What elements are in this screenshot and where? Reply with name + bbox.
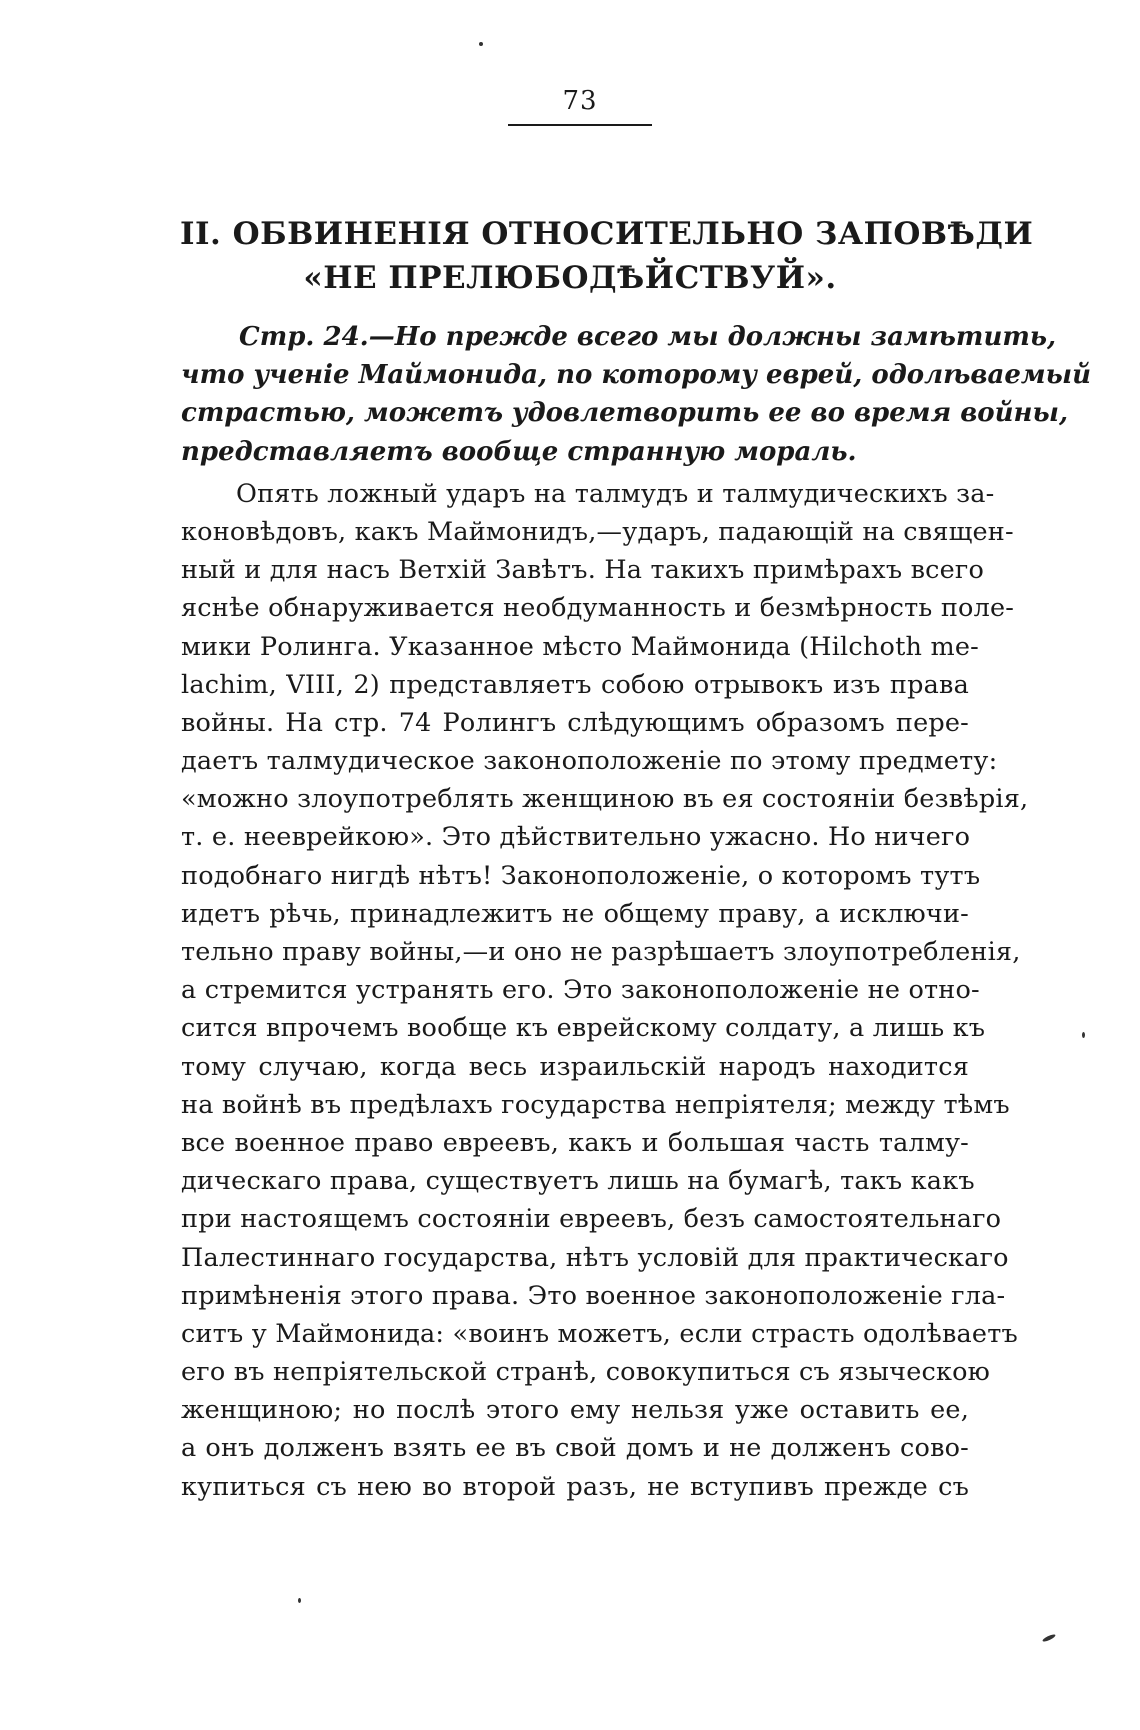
section-heading-line-1: II. ОБВИНЕНІЯ ОТНОСИТЕЛЬНО ЗАПОВѢДИ <box>180 216 1034 252</box>
quote-line: Стр. 24.—Но прежде всего мы должны замѣтить, <box>239 322 1057 352</box>
paragraph-line: lachim, VIII, 2) представляетъ собою отрывокъ изъ права <box>181 669 969 700</box>
paragraph-line: тельно праву войны,—и оно не разрѣшаетъ злоупотребленія, <box>181 937 1021 967</box>
quote-line: что ученіе Маймонида, по которому еврей, одолѣваемый <box>181 360 1091 391</box>
paragraph-line: т. е. нееврейкою». Это дѣйствительно ужасно. Но ничего <box>181 822 971 853</box>
body-paragraph <box>181 475 1029 1506</box>
paragraph-line: Опять ложный ударъ на талмудъ и талмудическихъ за- <box>236 478 995 509</box>
paragraph-line: тому случаю, когда весь израильскій народъ находится <box>181 1051 969 1082</box>
paragraph-line: сится впрочемъ вообще къ еврейскому солдату, а лишь къ <box>181 1013 986 1044</box>
paragraph-line: женщиною; но послѣ этого ему нельзя уже оставить ее, <box>181 1395 969 1426</box>
paragraph-line: мики Ролинга. Указанное мѣсто Маймонида (Hilchoth me- <box>181 631 979 662</box>
paper-speck <box>1082 1032 1085 1038</box>
paragraph-line: войны. На стр. 74 Ролингъ слѣдующимъ образомъ пере- <box>181 707 969 738</box>
paragraph-line: подобнаго нигдѣ нѣтъ! Законоположеніе, о которомъ тутъ <box>181 860 981 891</box>
paragraph-line: на войнѣ въ предѣлахъ государства непріятеля; между тѣмъ <box>181 1089 1010 1120</box>
paragraph-line: все военное право евреевъ, какъ и большая часть талму- <box>181 1127 969 1158</box>
paragraph-line: при настоящемъ состояніи евреевъ, безъ самостоятельнаго <box>181 1204 1002 1235</box>
paragraph-line: коновѣдовъ, какъ Маймонидъ,—ударъ, падающій на священ- <box>181 516 1014 547</box>
quoted-passage <box>181 318 1091 471</box>
page-body <box>181 318 1091 1506</box>
paragraph-line: ситъ у Маймонида: «воинъ можетъ, если страсть одолѣваетъ <box>181 1318 1018 1349</box>
paragraph-line: а стремится устранять его. Это законоположеніе не отно- <box>181 975 980 1006</box>
paragraph-line: дическаго права, существуетъ лишь на бумагѣ, такъ какъ <box>181 1166 975 1197</box>
paper-speck <box>479 42 483 46</box>
section-heading-line-2: «НЕ ПРЕЛЮБОДѢЙСТВУЙ». <box>303 260 837 296</box>
paragraph-line: ный и для насъ Ветхій Завѣтъ. На такихъ примѣрахъ всего <box>181 555 985 586</box>
paragraph-line: примѣненія этого права. Это военное законоположеніе гла- <box>181 1280 1006 1311</box>
ink-mark <box>1042 1633 1056 1643</box>
paragraph-line: его въ непріятельской странѣ, совокупиться съ языческою <box>181 1357 991 1388</box>
page-number: 73 <box>562 86 598 116</box>
paragraph-line: идетъ рѣчь, принадлежитъ не общему праву, а исключи- <box>181 898 969 929</box>
quote-line: страстью, можетъ удовлетворить ее во время войны, <box>181 398 1069 429</box>
quote-line: представляетъ вообще странную мораль. <box>181 436 857 467</box>
section-heading <box>180 212 1034 300</box>
paragraph-line: яснѣе обнаруживается необдуманность и безмѣрность поле- <box>181 593 1015 624</box>
paragraph-line: а онъ долженъ взять ее въ свой домъ и не долженъ сово- <box>181 1433 969 1464</box>
page-number-rule <box>508 124 652 126</box>
paragraph-line: «можно злоупотреблять женщиною въ ея состояніи безвѣрія, <box>181 784 1029 815</box>
paragraph-line: купиться съ нею во второй разъ, не вступивъ прежде съ <box>181 1471 969 1502</box>
paragraph-line: даетъ талмудическое законоположеніе по этому предмету: <box>181 746 998 777</box>
paper-speck <box>298 1598 301 1603</box>
paragraph-line: Палестиннаго государства, нѣтъ условій для практическаго <box>181 1242 1009 1273</box>
